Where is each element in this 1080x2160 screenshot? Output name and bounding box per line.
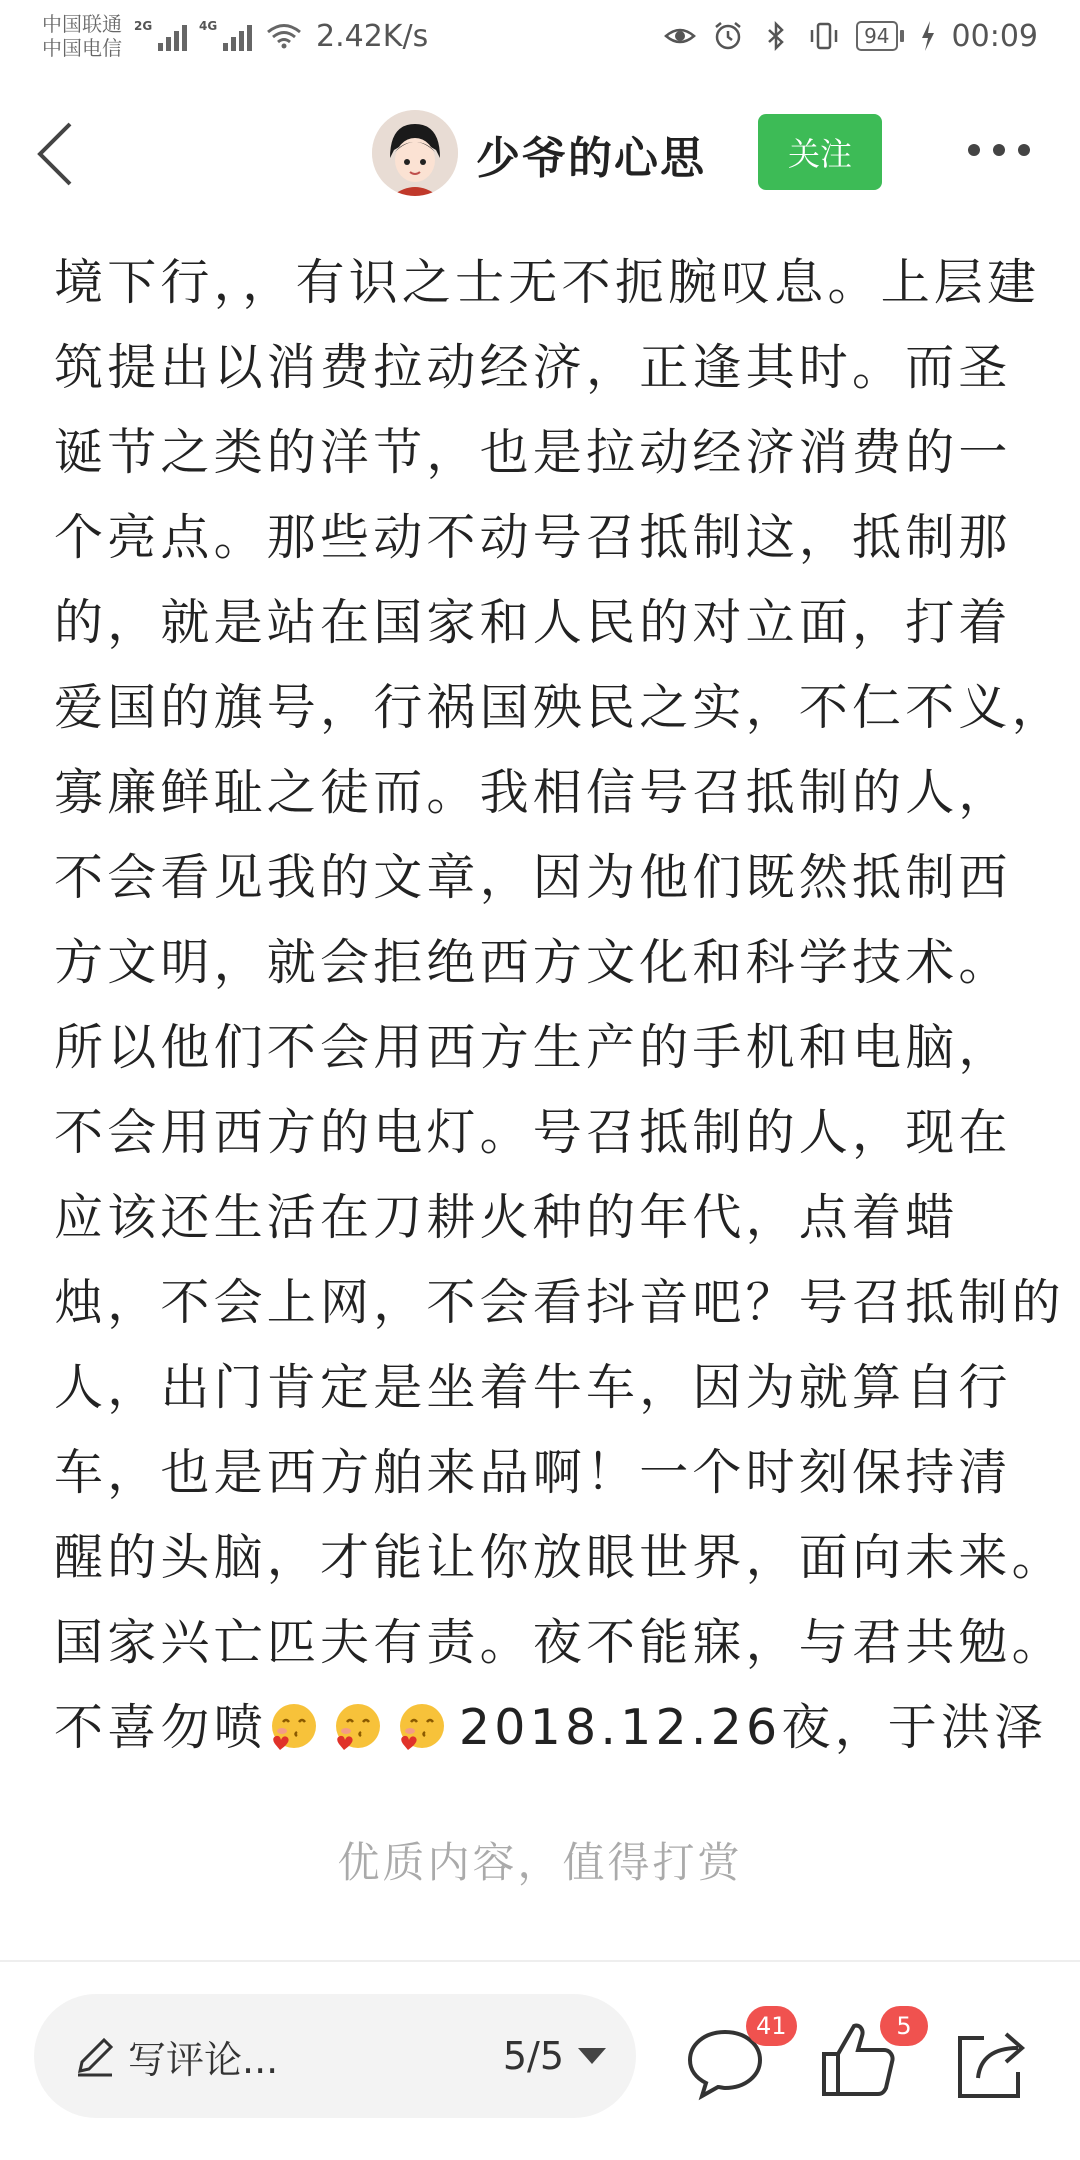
comment-count-badge: 41 — [746, 2006, 797, 2046]
signal-2g-icon: 2G — [136, 21, 187, 51]
article-line: 所以他们不会用西方生产的手机和电脑， — [54, 1019, 1012, 1076]
last-line-suffix: 2018.12.26夜，于洪泽 — [458, 1699, 1048, 1756]
article-line: 寡廉鲜耻之徒而。我相信号召抵制的人， — [54, 764, 1012, 821]
more-options-icon[interactable] — [968, 130, 1030, 170]
article-line: 不会看见我的文章，因为他们既然抵制西 — [54, 849, 1012, 906]
network-speed: 2.42K/s — [316, 18, 429, 54]
follow-button[interactable]: 关注 — [758, 114, 882, 190]
kiss-emoji-icon — [331, 1700, 385, 1754]
wifi-icon — [266, 23, 302, 49]
article-line: 车，也是西方舶来品啊！一个时刻保持清 — [54, 1444, 1012, 1501]
article-line: 的，就是站在国家和人民的对立面，打着 — [54, 594, 1012, 651]
bluetooth-icon — [760, 20, 792, 52]
article-line: 方文明，就会拒绝西方文化和科学技术。 — [54, 934, 1012, 991]
article-line: 国家兴亡匹夫有责。夜不能寐，与君共勉。 — [54, 1614, 1065, 1671]
author-avatar[interactable] — [372, 110, 458, 196]
article-line: 爱国的旗号，行祸国殃民之实，不仁不义， — [54, 679, 1065, 736]
bottom-action-bar — [0, 1962, 1080, 2160]
article-line: 筑提出以消费拉动经济，正逢其时。而圣 — [54, 339, 1012, 396]
comment-placeholder: 写评论... — [128, 2037, 279, 2082]
pen-icon — [72, 2033, 118, 2079]
last-line-prefix: 不喜勿喷 — [54, 1699, 267, 1756]
carrier-2: 中国电信 — [42, 36, 122, 60]
share-icon[interactable] — [944, 2018, 1034, 2108]
author-name[interactable]: 少爷的心思 — [476, 133, 706, 184]
carrier-1: 中国联通 — [42, 12, 122, 36]
comment-input[interactable] — [34, 1994, 636, 2118]
status-left — [42, 12, 428, 60]
article-body — [54, 240, 1065, 1770]
article-last-line — [54, 1685, 1048, 1770]
article-line: 不会用西方的电灯。号召抵制的人，现在 — [54, 1104, 1012, 1161]
article-line: 醒的头脑，才能让你放眼世界，面向未来。 — [54, 1529, 1065, 1586]
caret-down-icon[interactable] — [578, 2048, 606, 2064]
back-arrow-icon[interactable] — [28, 118, 88, 190]
signal-4g-icon: 4G — [201, 21, 252, 51]
status-bar — [0, 0, 1080, 72]
alarm-icon — [712, 20, 744, 52]
eye-icon — [664, 20, 696, 52]
like-count-badge: 5 — [880, 2006, 928, 2046]
kiss-emoji-icon — [267, 1700, 321, 1754]
battery-icon — [856, 21, 903, 51]
battery-level: 94 — [856, 21, 897, 51]
article-line: 烛，不会上网，不会看抖音吧？号召抵制的 — [54, 1274, 1065, 1331]
charging-icon — [920, 21, 936, 51]
kiss-emoji-icon — [395, 1700, 449, 1754]
article-line: 个亮点。那些动不动号召抵制这，抵制那 — [54, 509, 1012, 566]
article-line: 人，出门肯定是坐着牛车，因为就算自行 — [54, 1359, 1012, 1416]
carrier-labels — [42, 12, 122, 60]
vibrate-icon — [808, 20, 840, 52]
clock: 00:09 — [951, 18, 1038, 54]
article-line: 应该还生活在刀耕火种的年代，点着蜡 — [54, 1189, 959, 1246]
page-indicator[interactable]: 5/5 — [502, 2034, 564, 2078]
article-header — [0, 100, 1080, 210]
reward-prompt[interactable]: 优质内容，值得打赏 — [337, 1838, 743, 1887]
article-line: 境下行，，有识之士无不扼腕叹息。上层建 — [54, 254, 1041, 311]
article-line: 诞节之类的洋节，也是拉动经济消费的一 — [54, 424, 1012, 481]
status-right — [664, 19, 1038, 54]
